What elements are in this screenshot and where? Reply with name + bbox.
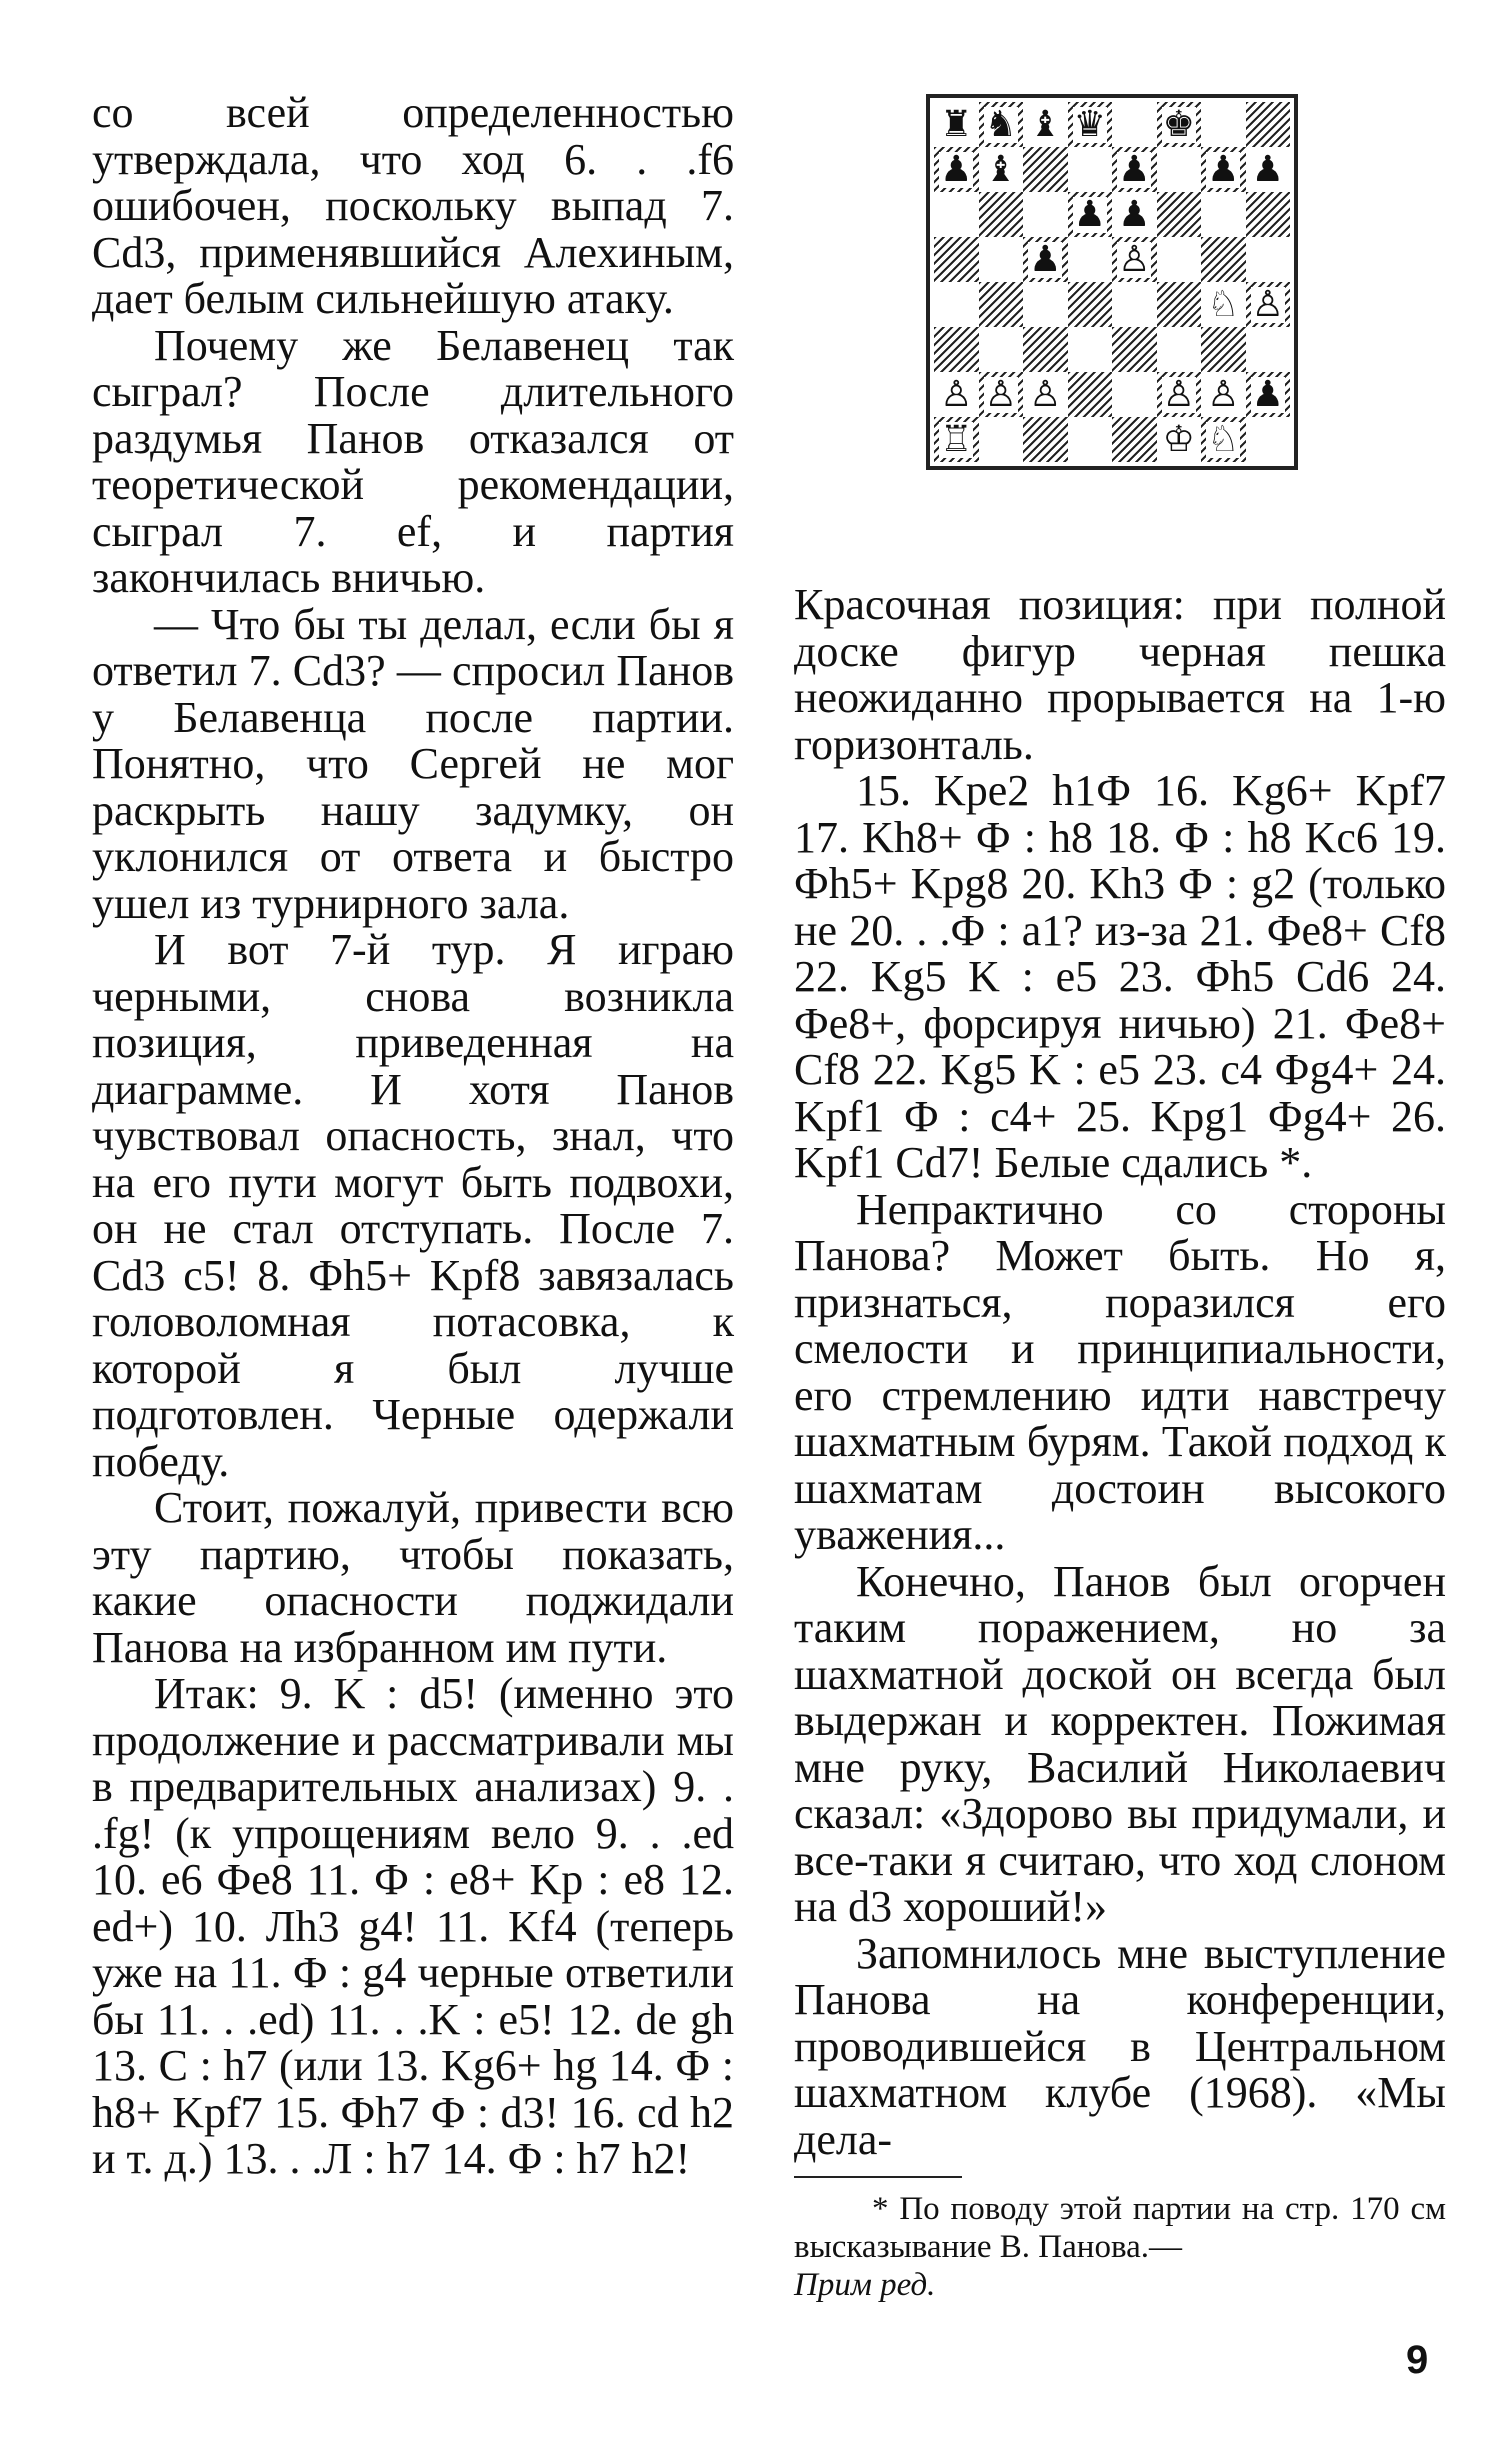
paragraph: — Что бы ты делал, если бы я ответил 7. Cd3? — спросил Панов у Белавенца после партии. Понятно, что Сергей не мог раскрыть нашу задумку, он уклонился от ответа и быстро ушел из турнирного зала. [92,599,734,928]
board-square [1157,192,1202,237]
board-square [1112,237,1157,282]
chess-board-grid [934,102,1290,462]
board-square [1201,327,1246,372]
board-square [1023,327,1068,372]
board-square [934,102,979,147]
board-square [1068,237,1113,282]
chess-piece: ♝ [984,148,1017,190]
board-square [1068,192,1113,237]
board-square [1201,417,1246,462]
board-square [934,282,979,327]
board-square [1246,417,1291,462]
chess-piece: ♟ [1073,193,1106,235]
chess-diagram [926,94,1298,470]
paragraph: Конечно, Панов был огорчен таким поражением, но за шахматной доской он всегда был выдержан и корректен. Пожимая мне руку, Василий Николаевич сказал: «Здорово вы придумали, и все-таки я считаю, что ход слоном на d3 хороший!» [794,1556,1446,1931]
board-square [1157,372,1202,417]
chess-piece: ♜ [940,103,973,145]
chess-piece: ♞ [984,103,1017,145]
paragraph: Итак: 9. K : d5! (именно это продолжение и рассматривали мы в предварительных анализах) 9. . .fg! (к упрощениям вело 9. . .ed 10. e6 Фe8 11. Ф : e8+ Kp : e8 12. ed+) 10. Лh3 g4! 11. Kf4 (теперь уже на 11. Ф : g4 черные ответили бы 11. . .ed) 11. . .K : e5! 12. de gh 13. C : h7 (или 13. Kg6+ hg 14. Ф : h8+ Kpf7 15. Фh7 Ф : d3! 16. cd h2 и т. д.) 13. . .Л : h7 14. Ф : h7 h2! [92,1669,734,2183]
board-square [1112,102,1157,147]
board-square [934,327,979,372]
board-square [1157,417,1202,462]
board-square [979,147,1024,192]
footnote [794,2190,1446,2304]
board-square [1023,192,1068,237]
footnote-editor-note: Прим ред. [794,2267,936,2303]
board-square [1246,237,1291,282]
board-square [1157,147,1202,192]
chess-piece: ♟ [1118,193,1151,235]
paragraph: Стоит, пожалуй, привести всю эту партию, чтобы показать, какие опасности поджидали Панова на избранном им пути. [92,1483,734,1672]
chess-piece: ♛ [1073,103,1106,145]
board-square [934,147,979,192]
board-square [1246,192,1291,237]
board-square [1068,102,1113,147]
chess-piece: ♙ [940,373,973,415]
chess-piece: ♙ [1162,373,1195,415]
chess-piece: ♘ [1207,283,1240,325]
page-number: 9 [1406,2338,1429,2382]
chess-piece: ♟ [1251,373,1284,415]
paragraph: Красочная позиция: при полной доске фигур черная пешка неожиданно прорывается на 1-ю горизонталь. [794,580,1446,769]
board-square [979,102,1024,147]
chess-piece: ♔ [1162,418,1195,460]
footnote-rule [794,2176,962,2178]
chess-piece: ♙ [1118,238,1151,280]
board-square [979,192,1024,237]
board-square [1157,102,1202,147]
board-square [1068,372,1113,417]
right-column [794,582,1446,2163]
chess-piece: ♚ [1162,103,1195,145]
chess-piece: ♟ [1118,148,1151,190]
board-square [1201,192,1246,237]
board-square [1023,372,1068,417]
board-square [934,372,979,417]
board-square [1157,237,1202,282]
board-square [1157,327,1202,372]
left-column [92,90,734,2183]
board-square [1023,417,1068,462]
board-square [1246,282,1291,327]
board-square [1201,237,1246,282]
paragraph: Непрактично со стороны Панова? Может быть. Но я, признаться, поразился его смелости и принципиальности, его стремлению идти навстречу шахматным бурям. Такой подход к шахматам достоин высокого уважения... [794,1184,1446,1559]
chess-piece: ♙ [984,373,1017,415]
paragraph: И вот 7-й тур. Я играю черными, снова возникла позиция, приведенная на диаграмме. И хотя Панов чувствовал опасность, знал, что на его пути могут быть подвохи, он не стал отступать. После 7. Cd3 c5! 8. Фh5+ Kpf8 завязалась головоломная потасовка, к которой я был лучше подготовлен. Черные одержали победу. [92,925,734,1486]
board-square [1246,102,1291,147]
chess-piece: ♙ [1207,373,1240,415]
board-square [1246,372,1291,417]
board-square [979,417,1024,462]
board-square [979,372,1024,417]
chess-piece: ♟ [1207,148,1240,190]
chess-piece: ♙ [1029,373,1062,415]
chess-piece: ♝ [1029,103,1062,145]
board-square [1201,372,1246,417]
board-square [1201,282,1246,327]
board-square [1201,102,1246,147]
board-square [979,327,1024,372]
paragraph: со всей определенностью утверждала, что ход 6. . .f6 ошибочен, поскольку выпад 7. Cd3, применявшийся Алехиным, дает белым сильнейшую атаку. [92,88,734,323]
board-square [1246,147,1291,192]
chess-piece: ♟ [940,148,973,190]
board-square [934,237,979,282]
board-square [1023,237,1068,282]
board-square [1112,372,1157,417]
paragraph: Почему же Белавенец так сыграл? После длительного раздумья Панов отказался от теоретической рекомендации, сыграл 7. ef, и партия закончилась вничью. [92,320,734,602]
board-square [979,237,1024,282]
footnote-text: * По поводу этой партии на стр. 170 см высказывание В. Панова.— [794,2191,1446,2265]
chess-piece: ♟ [1251,148,1284,190]
board-square [1068,282,1113,327]
board-square [1112,147,1157,192]
board-square [1246,327,1291,372]
board-square [1068,417,1113,462]
board-square [934,417,979,462]
paragraph: Запомнилось мне выступление Панова на конференции, проводившейся в Центральном шахматном клубе (1968). «Мы дела- [794,1928,1446,2164]
board-square [934,192,979,237]
paragraph: 15. Kpe2 h1Ф 16. Kg6+ Kpf7 17. Kh8+ Ф : h8 18. Ф : h8 Kc6 19. Фh5+ Kpg8 20. Kh3 Ф : g2 (только не 20. . .Ф : a1? из-за 21. Фe8+ Cf8 22. Kg5 K : e5 23. Фh5 Cd6 24. Фe8+, форсируя ничью) 21. Фe8+ Cf8 22. Kg5 K : e5 23. c4 Фg4+ 24. Kpf1 Ф : c4+ 25. Kpg1 Фg4+ 26. Kpf1 Cd7! Белые сдались *. [794,766,1446,1187]
board-square [1068,147,1113,192]
board-square [1023,102,1068,147]
chess-piece: ♙ [1251,283,1284,325]
chess-piece: ♖ [940,418,973,460]
board-square [979,282,1024,327]
chess-piece: ♘ [1207,418,1240,460]
board-square [1112,417,1157,462]
board-square [1068,327,1113,372]
board-square [1112,327,1157,372]
board-square [1157,282,1202,327]
board-square [1201,147,1246,192]
board-square [1112,282,1157,327]
board-square [1023,282,1068,327]
chess-piece: ♟ [1029,238,1062,280]
board-square [1112,192,1157,237]
board-square [1023,147,1068,192]
